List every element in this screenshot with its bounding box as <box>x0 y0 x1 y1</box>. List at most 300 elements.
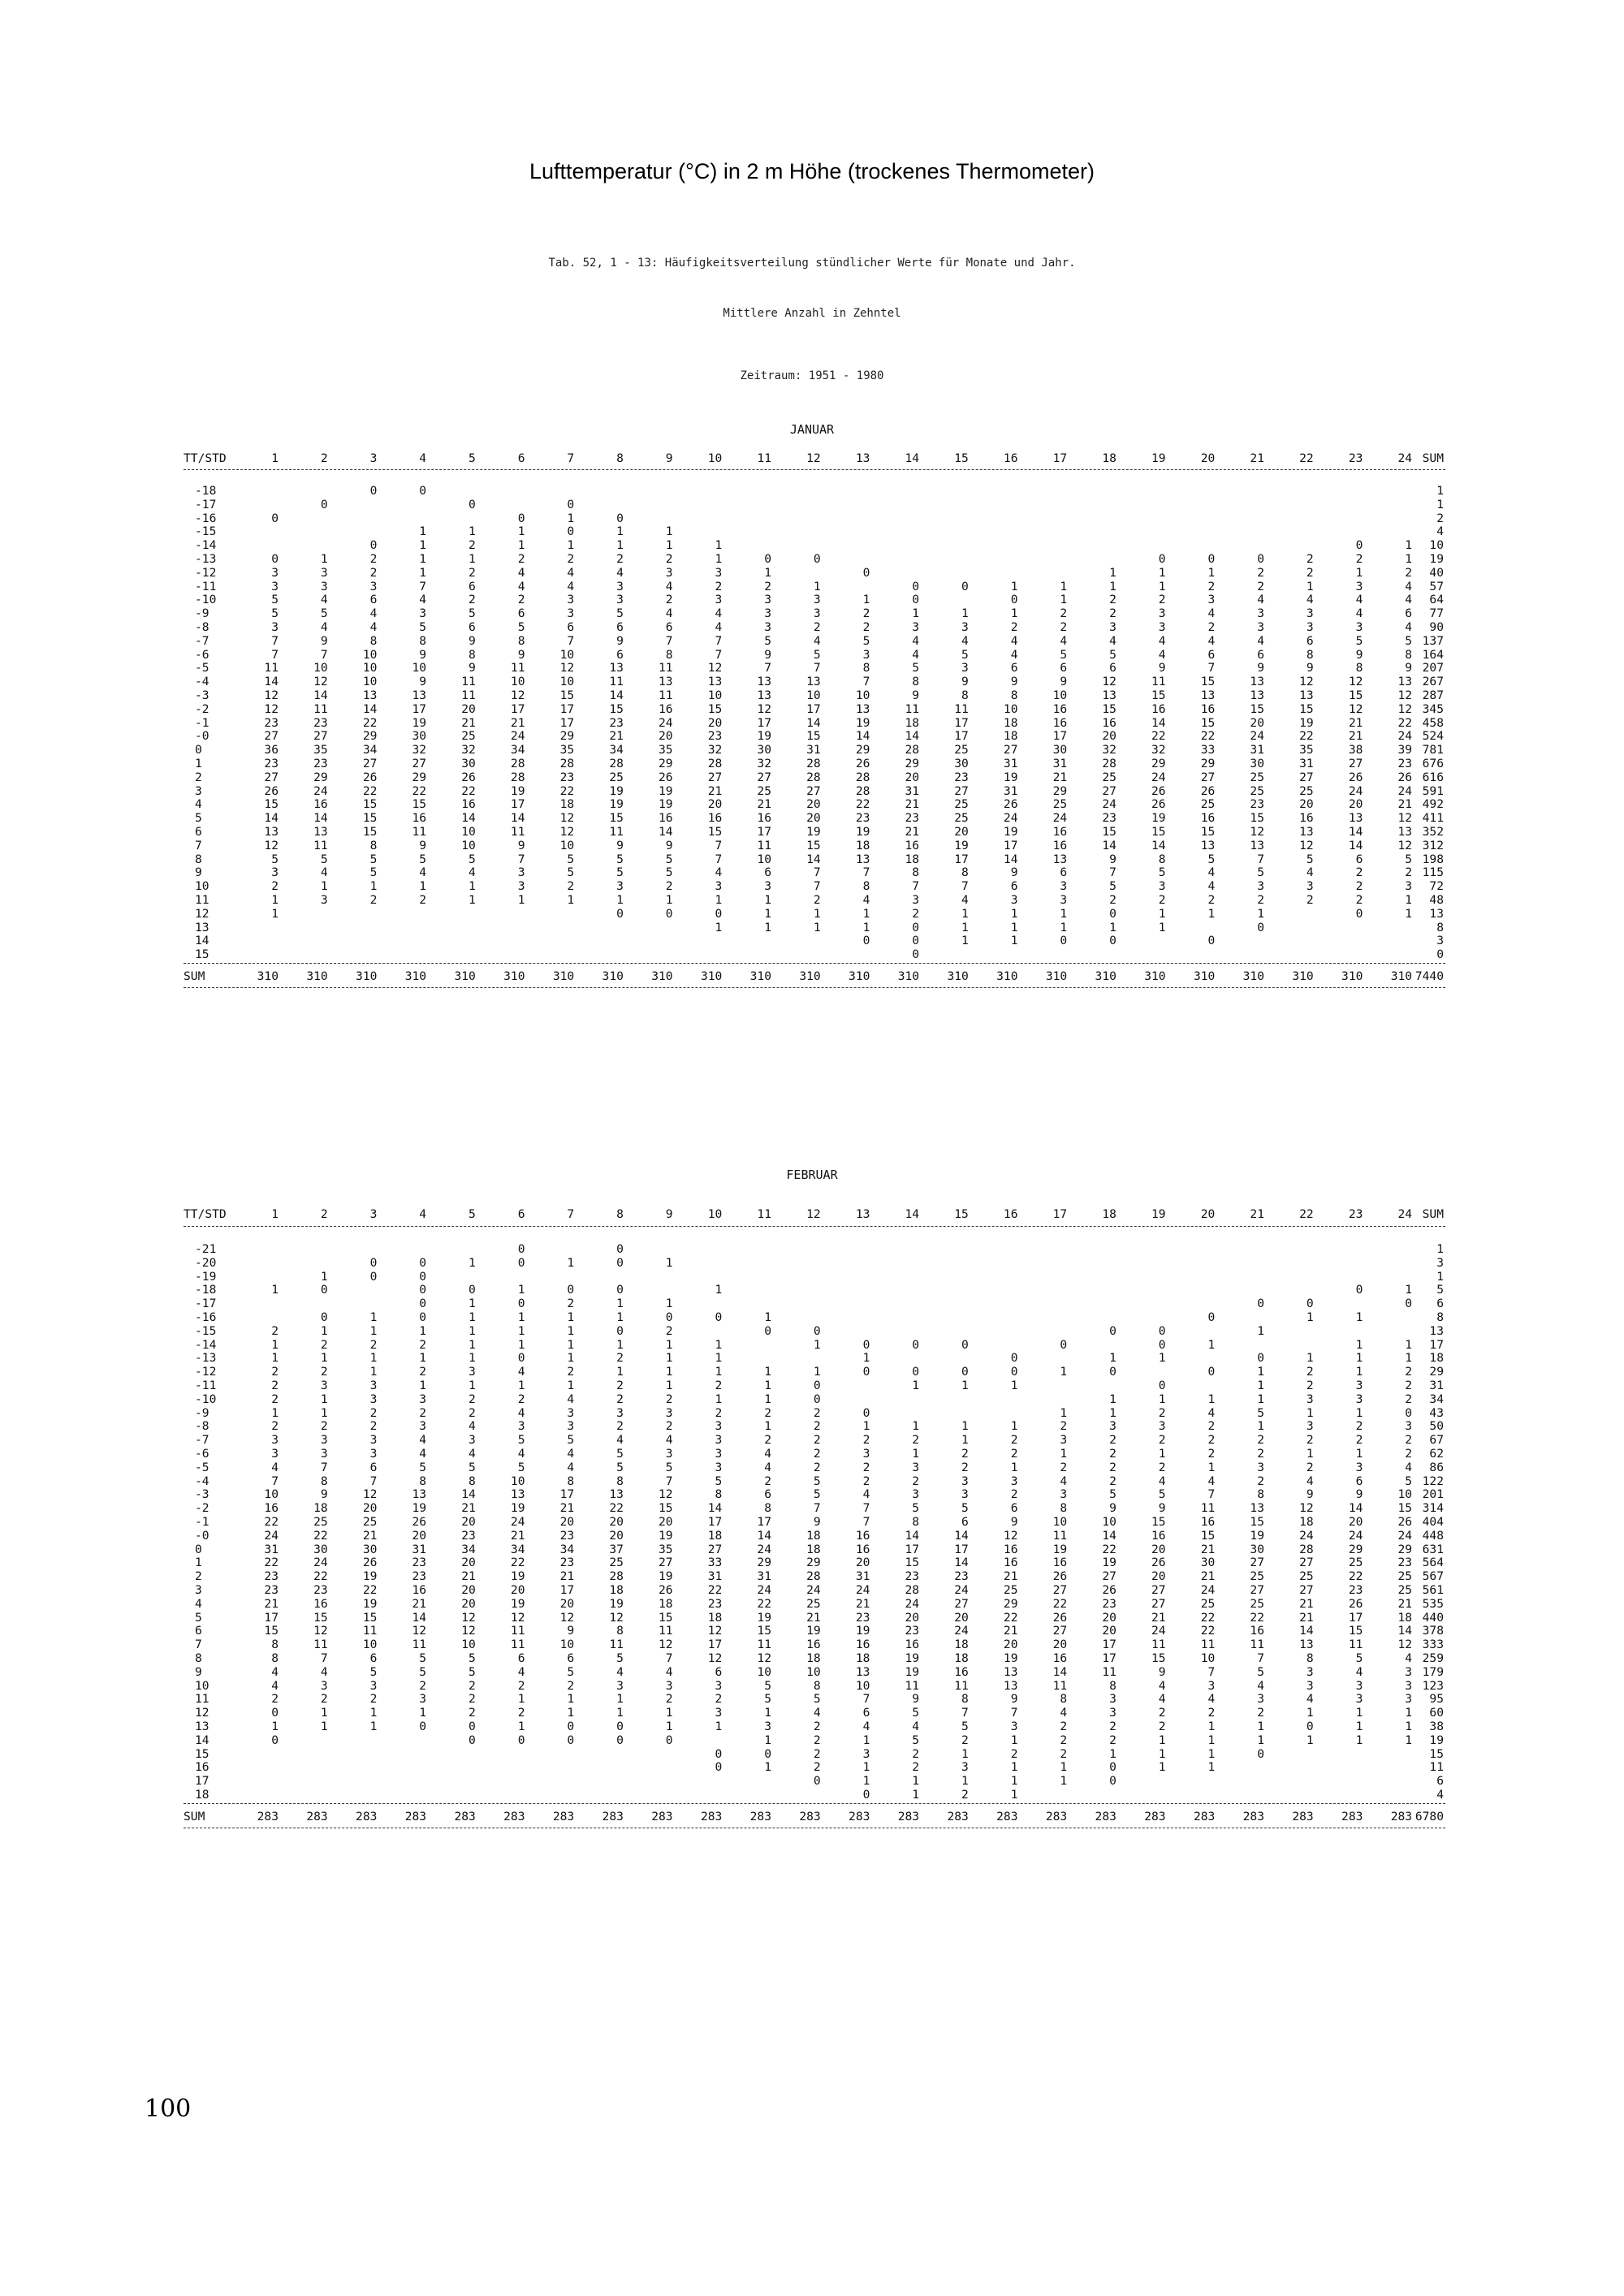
table-cell: 12 <box>707 1651 723 1665</box>
table-cell: 10 <box>461 825 476 839</box>
table-cell: 19 <box>806 1624 821 1638</box>
row-sum: 8 <box>1436 920 1444 934</box>
temperature-label: 4 <box>195 797 202 812</box>
table-cell: 2 <box>715 1692 723 1707</box>
table-cell: 27 <box>659 1556 673 1570</box>
table-cell: 2 <box>665 1323 673 1338</box>
table-cell: 19 <box>609 797 624 812</box>
table-cell: 1 <box>764 1310 771 1324</box>
row-sum: 77 <box>1429 606 1444 621</box>
table-cell: 1 <box>1109 579 1116 593</box>
table-cell: 0 <box>469 497 476 511</box>
table-cell: 7 <box>813 661 821 675</box>
table-cell: 0 <box>1109 1365 1116 1379</box>
table-cell: 0 <box>567 497 575 511</box>
table-cell: 8 <box>912 1515 920 1529</box>
table-cell: 2 <box>469 565 476 580</box>
table-cell: 13 <box>1397 825 1413 839</box>
table-cell: 11 <box>313 701 328 716</box>
table-cell: 1 <box>764 906 771 921</box>
table-cell: 13 <box>362 688 378 702</box>
table-cell: 21 <box>707 783 723 798</box>
table-cell: 2 <box>1060 1733 1068 1747</box>
table-cell: 1 <box>961 906 969 921</box>
table-cell: 1 <box>1207 1720 1216 1733</box>
table-cell: 14 <box>954 1556 969 1570</box>
table-cell: 25 <box>954 811 969 826</box>
table-cell: 4 <box>567 1447 575 1461</box>
table-cell: 7 <box>1207 661 1216 675</box>
table-cell: 9 <box>1010 675 1018 689</box>
table-cell: 8 <box>1060 1692 1068 1707</box>
table-cell: 20 <box>659 1515 673 1529</box>
table-cell: 9 <box>1405 661 1413 675</box>
row-sum: 6 <box>1436 1774 1444 1789</box>
table-cell: 20 <box>412 1528 427 1543</box>
column-sum: 310 <box>996 969 1018 983</box>
table-cell: 22 <box>707 1583 723 1597</box>
table-cell: 4 <box>912 1720 920 1733</box>
table-cell: 2 <box>1010 620 1018 634</box>
table-cell: 31 <box>1003 757 1018 770</box>
table-cell: 9 <box>1355 647 1363 662</box>
table-cell: 1 <box>369 1365 378 1379</box>
table-cell: 4 <box>419 1447 427 1461</box>
table-cell: 17 <box>707 1515 723 1529</box>
table-cell: 1 <box>320 1392 328 1406</box>
table-cell: 2 <box>616 1351 624 1366</box>
dashed-rule <box>184 963 1445 964</box>
table-cell: 2 <box>567 1297 575 1311</box>
table-cell: 8 <box>764 1501 771 1516</box>
table-cell: 14 <box>1348 825 1363 839</box>
table-cell: 3 <box>1306 1392 1314 1406</box>
table-cell: 0 <box>961 1337 969 1352</box>
table-cell: 0 <box>1257 1351 1264 1366</box>
table-cell: 19 <box>412 1501 427 1516</box>
table-cell: 35 <box>659 1542 673 1556</box>
temperature-label: -18 <box>195 484 217 498</box>
table-cell: 14 <box>1052 1664 1068 1679</box>
hour-header: 9 <box>665 451 673 465</box>
table-cell: 4 <box>862 893 870 907</box>
table-cell: 9 <box>1306 1487 1314 1502</box>
column-sum: 283 <box>1292 1809 1314 1823</box>
table-cell: 1 <box>271 906 279 921</box>
table-cell: 27 <box>313 729 328 744</box>
table-cell: 11 <box>1348 1638 1363 1652</box>
temperature-label: 5 <box>195 811 202 826</box>
table-cell: 6 <box>1405 606 1413 621</box>
table-cell: 32 <box>412 743 427 757</box>
table-cell: 2 <box>1405 865 1413 880</box>
table-cell: 20 <box>954 825 969 839</box>
table-cell: 1 <box>1257 1733 1264 1747</box>
table-cell: 15 <box>609 811 624 826</box>
table-cell: 21 <box>609 729 624 744</box>
row-sum: 31 <box>1429 1379 1444 1392</box>
table-cell: 9 <box>764 647 771 662</box>
table-cell: 12 <box>757 1651 771 1665</box>
table-cell: 10 <box>559 675 575 689</box>
temperature-label: 5 <box>195 1610 202 1625</box>
table-cell: 1 <box>271 1351 279 1366</box>
row-sum: 207 <box>1422 661 1444 675</box>
table-cell: 21 <box>1299 1596 1314 1611</box>
table-cell: 29 <box>905 757 920 770</box>
table-cell: 15 <box>1200 825 1216 839</box>
table-cell: 2 <box>1306 1460 1314 1474</box>
temperature-label: 6 <box>195 825 202 839</box>
table-cell: 13 <box>313 825 328 839</box>
table-cell: 4 <box>1306 1692 1314 1707</box>
table-cell: 2 <box>1158 1405 1166 1420</box>
table-cell: 2 <box>369 552 378 566</box>
table-cell: 16 <box>757 811 771 826</box>
table-cell: 11 <box>1102 1664 1116 1679</box>
table-cell: 25 <box>1200 797 1216 812</box>
table-cell: 18 <box>905 852 920 866</box>
table-cell: 15 <box>1200 715 1216 730</box>
column-sum: 310 <box>454 969 476 983</box>
table-cell: 1 <box>715 538 723 553</box>
table-cell: 8 <box>1060 1501 1068 1516</box>
table-cell: 14 <box>362 701 378 716</box>
table-cell: 5 <box>616 852 624 866</box>
table-cell: 2 <box>912 906 920 921</box>
table-cell: 6 <box>369 593 378 607</box>
table-cell: 3 <box>961 620 969 634</box>
table-cell: 21 <box>1348 715 1363 730</box>
table-cell: 1 <box>764 1706 771 1720</box>
table-cell: 22 <box>313 1528 328 1543</box>
table-cell: 0 <box>1158 1337 1166 1352</box>
table-cell: 5 <box>419 620 427 634</box>
table-cell: 5 <box>1405 1474 1413 1488</box>
table-cell: 1 <box>764 565 771 580</box>
table-cell: 3 <box>1158 620 1166 634</box>
row-sum: 122 <box>1422 1474 1444 1488</box>
table-cell: 3 <box>1257 1692 1264 1707</box>
table-cell: 5 <box>469 606 476 621</box>
table-cell: 24 <box>1200 1583 1216 1597</box>
hour-header: 8 <box>616 451 624 465</box>
row-sum: 2 <box>1436 511 1444 525</box>
column-sum: 310 <box>947 969 969 983</box>
table-cell: 5 <box>369 852 378 866</box>
table-cell: 25 <box>954 743 969 757</box>
table-cell: 5 <box>813 1692 821 1707</box>
table-cell: 9 <box>961 675 969 689</box>
row-sum: 314 <box>1422 1501 1444 1516</box>
table-cell: 0 <box>715 1760 723 1775</box>
table-cell: 2 <box>1257 1447 1264 1461</box>
table-cell: 22 <box>510 1556 525 1570</box>
table-cell: 28 <box>905 1583 920 1597</box>
hour-header: 23 <box>1348 451 1363 465</box>
table-cell: 4 <box>1060 1706 1068 1720</box>
table-cell: 3 <box>764 606 771 621</box>
table-cell: 2 <box>1355 1433 1363 1448</box>
table-cell: 5 <box>1207 852 1216 866</box>
table-cell: 14 <box>461 811 476 826</box>
table-cell: 2 <box>469 538 476 553</box>
table-cell: 0 <box>469 1283 476 1297</box>
table-cell: 9 <box>665 838 673 852</box>
temperature-label: -8 <box>195 1419 209 1434</box>
table-cell: 4 <box>369 620 378 634</box>
temperature-label: -11 <box>195 579 217 593</box>
table-cell: 8 <box>469 647 476 662</box>
table-cell: 3 <box>1306 1664 1314 1679</box>
column-sum: 283 <box>1242 1809 1264 1823</box>
row-sum: 3 <box>1436 1255 1444 1270</box>
temperature-label: -6 <box>195 647 209 662</box>
table-cell: 4 <box>469 1447 476 1461</box>
table-cell: 7 <box>862 1692 870 1707</box>
table-cell: 19 <box>1102 1556 1116 1570</box>
table-cell: 5 <box>715 1474 723 1488</box>
table-cell: 1 <box>1355 1405 1363 1420</box>
table-cell: 1 <box>1207 565 1216 580</box>
table-cell: 11 <box>1151 675 1166 689</box>
table-cell: 2 <box>1158 1460 1166 1474</box>
table-cell: 28 <box>806 1569 821 1584</box>
temperature-label: -10 <box>195 593 217 607</box>
table-cell: 0 <box>1306 1297 1314 1311</box>
table-cell: 0 <box>616 906 624 921</box>
table-cell: 10 <box>559 1638 575 1652</box>
table-cell: 2 <box>1109 1474 1116 1488</box>
table-cell: 3 <box>715 565 723 580</box>
table-cell: 2 <box>271 1419 279 1434</box>
column-sum: 310 <box>602 969 624 983</box>
table-cell: 24 <box>954 1624 969 1638</box>
table-cell: 9 <box>1010 1515 1018 1529</box>
table-cell: 21 <box>362 1528 378 1543</box>
table-cell: 8 <box>912 865 920 880</box>
table-cell: 5 <box>961 647 969 662</box>
column-sum: 283 <box>651 1809 673 1823</box>
table-cell: 1 <box>616 524 624 539</box>
table-cell: 8 <box>469 1474 476 1488</box>
table-cell: 1 <box>616 538 624 553</box>
table-cell: 34 <box>609 743 624 757</box>
hour-header: 22 <box>1299 451 1314 465</box>
table-cell: 1 <box>1405 906 1413 921</box>
table-cell: 20 <box>1348 797 1363 812</box>
hour-header: 4 <box>419 451 427 465</box>
table-cell: 19 <box>757 729 771 744</box>
table-cell: 19 <box>1003 1651 1018 1665</box>
table-cell: 1 <box>1060 1760 1068 1775</box>
table-cell: 9 <box>912 688 920 702</box>
column-sum: 283 <box>996 1809 1018 1823</box>
table-cell: 10 <box>1052 688 1068 702</box>
table-cell: 1 <box>764 1392 771 1406</box>
table-cell: 11 <box>313 1638 328 1652</box>
temperature-label: 2 <box>195 770 202 784</box>
table-cell: 1 <box>1158 1760 1166 1775</box>
table-cell: 1 <box>419 552 427 566</box>
table-cell: 3 <box>1405 1692 1413 1707</box>
table-cell: 29 <box>806 1556 821 1570</box>
column-sum: 283 <box>1390 1809 1413 1823</box>
table-cell: 3 <box>369 1379 378 1392</box>
table-cell: 12 <box>362 1487 378 1502</box>
table-cell: 21 <box>806 1610 821 1625</box>
table-cell: 11 <box>757 1638 771 1652</box>
table-cell: 26 <box>362 1556 378 1570</box>
table-cell: 2 <box>665 552 673 566</box>
table-cell: 1 <box>271 1283 279 1297</box>
table-cell: 2 <box>419 1405 427 1420</box>
table-cell: 20 <box>806 797 821 812</box>
table-cell: 27 <box>757 770 771 784</box>
table-cell: 3 <box>567 1405 575 1420</box>
table-cell: 3 <box>567 593 575 607</box>
table-cell: 4 <box>271 1664 279 1679</box>
table-cell: 17 <box>1052 729 1068 744</box>
table-cell: 25 <box>609 770 624 784</box>
table-cell: 21 <box>1397 1596 1413 1611</box>
table-cell: 1 <box>665 1379 673 1392</box>
table-cell: 10 <box>707 688 723 702</box>
table-cell: 2 <box>1158 893 1166 907</box>
table-cell: 23 <box>264 757 279 770</box>
table-cell: 17 <box>559 1487 575 1502</box>
temperature-label: 8 <box>195 852 202 866</box>
table-cell: 3 <box>1355 1460 1363 1474</box>
table-cell: 4 <box>1306 865 1314 880</box>
table-cell: 8 <box>369 633 378 648</box>
table-cell: 0 <box>469 1733 476 1747</box>
table-cell: 3 <box>1306 1419 1314 1434</box>
table-cell: 15 <box>806 838 821 852</box>
table-cell: 1 <box>1405 893 1413 907</box>
table-cell: 2 <box>813 1405 821 1420</box>
table-cell: 23 <box>559 1556 575 1570</box>
table-cell: 4 <box>419 593 427 607</box>
table-cell: 11 <box>1250 1638 1264 1652</box>
table-cell: 2 <box>1405 1365 1413 1379</box>
table-cell: 0 <box>567 1733 575 1747</box>
table-cell: 22 <box>609 1501 624 1516</box>
hour-header: 15 <box>954 451 969 465</box>
table-cell: 1 <box>862 906 870 921</box>
table-cell: 15 <box>1348 1624 1363 1638</box>
table-cell: 1 <box>715 1351 723 1366</box>
table-cell: 23 <box>559 1528 575 1543</box>
table-cell: 3 <box>1306 879 1314 894</box>
table-cell: 13 <box>264 825 279 839</box>
table-cell: 33 <box>1200 743 1216 757</box>
table-cell: 17 <box>1348 1610 1363 1625</box>
hour-header: 2 <box>320 451 328 465</box>
column-sum: 310 <box>799 969 821 983</box>
table-cell: 5 <box>1355 1651 1363 1665</box>
hour-header: 23 <box>1348 1207 1363 1221</box>
table-cell: 24 <box>806 1583 821 1597</box>
table-cell: 1 <box>665 1255 673 1270</box>
table-cell: 3 <box>912 620 920 634</box>
table-cell: 3 <box>1355 1379 1363 1392</box>
table-cell: 15 <box>806 729 821 744</box>
table-cell: 0 <box>862 1365 870 1379</box>
row-sum: 57 <box>1429 579 1444 593</box>
table-cell: 22 <box>313 1569 328 1584</box>
table-cell: 1 <box>665 1351 673 1366</box>
table-cell: 1 <box>469 1297 476 1311</box>
table-cell: 13 <box>1299 1638 1314 1652</box>
table-cell: 22 <box>1200 1610 1216 1625</box>
table-cell: 5 <box>813 1487 821 1502</box>
table-cell: 2 <box>1306 1433 1314 1448</box>
table-cell: 1 <box>517 1692 525 1707</box>
table-cell: 6 <box>665 620 673 634</box>
table-cell: 14 <box>954 1528 969 1543</box>
table-cell: 15 <box>1151 1515 1166 1529</box>
table-cell: 2 <box>1158 1706 1166 1720</box>
table-cell: 2 <box>271 1692 279 1707</box>
table-cell: 35 <box>313 743 328 757</box>
table-cell: 28 <box>1299 1542 1314 1556</box>
table-cell: 30 <box>461 757 476 770</box>
table-cell: 6 <box>715 1664 723 1679</box>
table-cell: 23 <box>1102 811 1116 826</box>
table-cell: 32 <box>757 757 771 770</box>
table-cell: 1 <box>665 538 673 553</box>
table-cell: 11 <box>905 701 920 716</box>
table-cell: 15 <box>1299 701 1314 716</box>
temperature-label: -18 <box>195 1283 217 1297</box>
table-cell: 2 <box>912 1433 920 1448</box>
table-cell: 24 <box>1151 1624 1166 1638</box>
column-sum: 283 <box>306 1809 328 1823</box>
table-cell: 16 <box>905 838 920 852</box>
temperature-label: -5 <box>195 1460 209 1474</box>
table-cell: 5 <box>419 1460 427 1474</box>
table-cell: 2 <box>715 1379 723 1392</box>
table-cell: 17 <box>954 729 969 744</box>
table-cell: 4 <box>1158 633 1166 648</box>
table-cell: 33 <box>707 1556 723 1570</box>
table-cell: 19 <box>1299 715 1314 730</box>
table-cell: 20 <box>855 1556 870 1570</box>
table-cell: 19 <box>362 1596 378 1611</box>
table-cell: 1 <box>862 1419 870 1434</box>
table-cell: 21 <box>559 1569 575 1584</box>
table-cell: 8 <box>616 1474 624 1488</box>
table-cell: 6 <box>517 1651 525 1665</box>
table-cell: 1 <box>567 1310 575 1324</box>
table-cell: 6 <box>764 865 771 880</box>
table-cell: 5 <box>1158 1487 1166 1502</box>
table-cell: 10 <box>1003 701 1018 716</box>
table-cell: 3 <box>1306 606 1314 621</box>
row-sum: 440 <box>1422 1610 1444 1625</box>
table-cell: 2 <box>1405 565 1413 580</box>
table-cell: 0 <box>1158 1379 1166 1392</box>
table-cell: 1 <box>764 893 771 907</box>
row-sum: 137 <box>1422 633 1444 648</box>
table-cell: 26 <box>1200 783 1216 798</box>
table-cell: 7 <box>715 852 723 866</box>
table-cell: 30 <box>1052 743 1068 757</box>
grand-total: 6780 <box>1415 1809 1444 1823</box>
table-cell: 3 <box>764 620 771 634</box>
table-cell: 1 <box>1355 1337 1363 1352</box>
